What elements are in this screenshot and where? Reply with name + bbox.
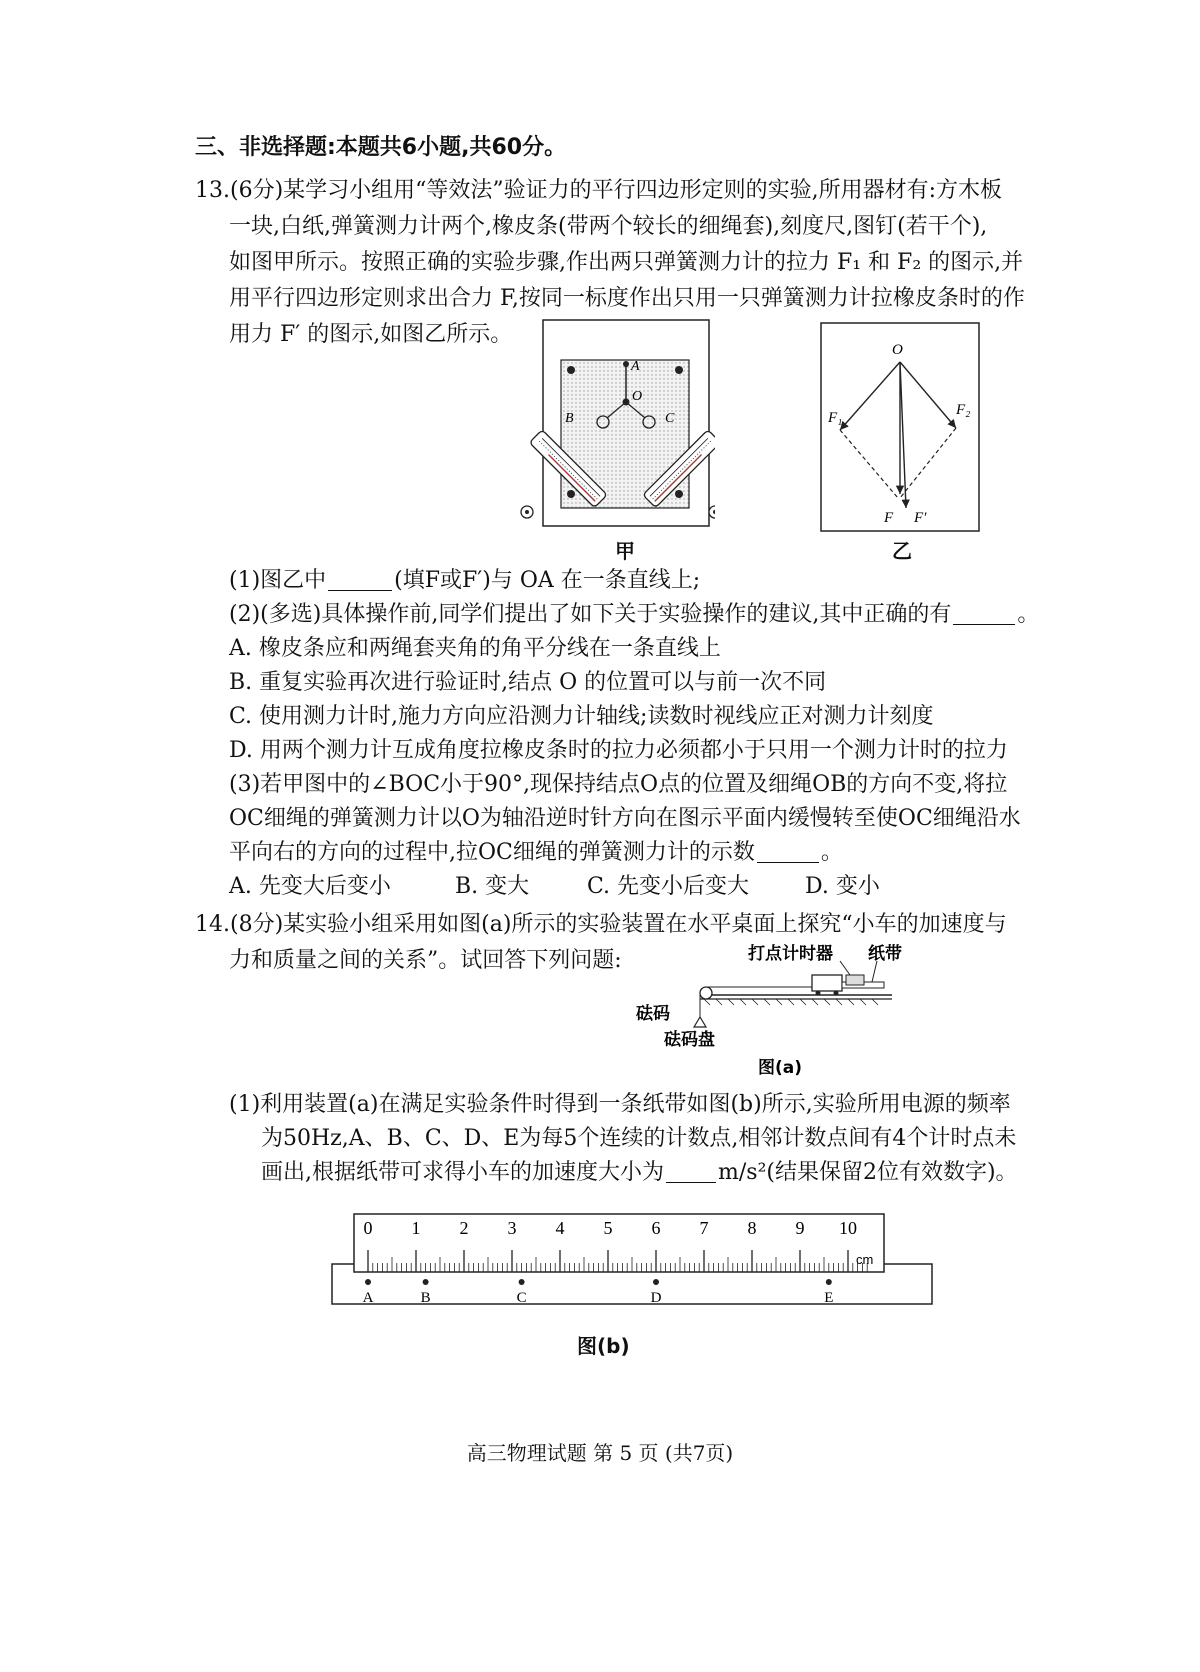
q13-part1-post: (填F或F′)与 OA 在一条直线上;: [394, 568, 701, 593]
q13-part1-pre: (1)图乙中: [229, 568, 327, 593]
ruler-number: 9: [795, 1218, 805, 1238]
q13-part3-line-2: OC细绳的弹簧测力计以O为轴沿逆时针方向在图示平面内缓慢转至使OC细绳沿水: [229, 806, 1021, 831]
q13-line-1: 13.(6分)某学习小组用“等效法”验证力的平行四边形定则的实验,所用器材有:方木板: [195, 178, 1003, 203]
tape-point-label: C: [516, 1290, 527, 1306]
tape-point: [365, 1279, 371, 1285]
tape-point-label: D: [650, 1290, 662, 1306]
label-O: O: [632, 389, 643, 404]
tape-point-label: E: [824, 1290, 834, 1306]
ruler-number: 0: [363, 1218, 373, 1238]
q13-option-a: A. 橡皮条应和两绳套夹角的角平分线在一条直线上: [229, 636, 721, 661]
q14-part1-pre: 画出,根据纸带可求得小车的加速度大小为: [261, 1160, 664, 1185]
ruler-number: 4: [555, 1218, 565, 1238]
q13-line-3: 如图甲所示。按照正确的实验步骤,作出两只弹簧测力计的拉力 F₁ 和 F₂ 的图示,并: [229, 250, 1024, 275]
q14-line-2: 力和质量之间的关系”。试回答下列问题:: [229, 948, 622, 973]
figure-jia: [515, 318, 715, 528]
tape-point: [653, 1279, 659, 1285]
ruler-number: 7: [699, 1218, 709, 1238]
q13-part3-line-1: (3)若甲图中的∠BOC小于90°,现保持结点O点的位置及细绳OB的方向不变,将拉: [229, 772, 1008, 797]
q13-line-5: 用力 F′ 的图示,如图乙所示。: [229, 322, 513, 347]
section-heading: 三、非选择题:本题共6小题,共60分。: [195, 135, 567, 160]
q13-part3-line-3: [229, 838, 843, 868]
ruler-number: 6: [651, 1218, 661, 1238]
q14-part1-line-1: (1)利用装置(a)在满足实验条件时得到一条纸带如图(b)所示,实验所用电源的频率: [229, 1092, 1011, 1117]
ruler-number: 1: [411, 1218, 421, 1238]
q14-line-1: 14.(8分)某实验小组采用如图(a)所示的实验装置在水平桌面上探究“小车的加速度与: [195, 912, 1007, 937]
pulley-icon: [700, 987, 712, 999]
label-weight: 砝码: [636, 1004, 670, 1024]
answer-blank[interactable]: [666, 1160, 716, 1183]
answer-blank[interactable]: [328, 568, 392, 591]
timer-icon: [846, 975, 864, 985]
label-tape: 纸带: [868, 944, 902, 964]
cart-icon: [812, 975, 842, 991]
label-F1: F₁: [828, 410, 843, 426]
q14-part1-line-2: 为50Hz,A、B、C、D、E为每5个连续的计数点,相邻计数点间有4个计时点未: [261, 1126, 1017, 1151]
ruler-unit: cm: [856, 1252, 874, 1267]
caption-jia: 甲: [615, 539, 635, 563]
answer-blank[interactable]: [953, 602, 1015, 625]
caption-yi: 乙: [892, 539, 912, 563]
label-C: C: [665, 411, 675, 426]
label-F2: F₂: [956, 402, 971, 418]
page-footer: 高三物理试题 第 5 页 (共7页): [466, 1441, 734, 1465]
pin-icon: [675, 490, 683, 498]
q13-option-b: B. 重复实验再次进行验证时,结点 O 的位置可以与前一次不同: [229, 670, 827, 695]
pin-icon: [567, 366, 575, 374]
figure-b: [330, 1210, 940, 1310]
q13-line-2: 一块,白纸,弹簧测力计两个,橡皮条(带两个较长的细绳套),刻度尺,图钉(若干个),: [229, 214, 988, 239]
q14-part1-post: m/s²(结果保留2位有效数字)。: [718, 1160, 1018, 1185]
q13-option-c: C. 使用测力计时,施力方向应沿测力计轴线;读数时视线应正对测力计刻度: [229, 704, 934, 729]
q13-part2: [229, 600, 1039, 630]
q13-line-4: 用平行四边形定则求出合力 F,按同一标度作出只用一只弹簧测力计拉橡皮条时的作: [229, 286, 1025, 311]
q14-part1-line-3: [261, 1158, 1018, 1188]
figure-a: [632, 935, 917, 1080]
q13-part3-option-c: C. 先变小后变大: [587, 874, 750, 899]
ruler-number: 3: [507, 1218, 517, 1238]
label-F: F: [884, 510, 894, 526]
q13-part3-option-b: B. 变大: [455, 874, 530, 899]
weight-pan-icon: [694, 1017, 706, 1027]
q13-part3-pre: 平向右的方向的过程中,拉OC细绳的弹簧测力计的示数: [229, 840, 755, 865]
label-O: O: [892, 342, 903, 358]
q13-part3-post: 。: [820, 840, 843, 865]
label-F-prime: F′: [914, 510, 927, 526]
label-pan: 砝码盘: [664, 1030, 715, 1050]
label-B: B: [565, 411, 574, 426]
q13-part3-option-d: D. 变小: [805, 874, 880, 899]
tape-point-label: A: [362, 1290, 374, 1306]
label-A: A: [631, 359, 640, 374]
figure-yi: [820, 322, 980, 532]
q13-part1: [229, 566, 700, 596]
pin-icon: [567, 490, 575, 498]
q13-part2-pre: (2)(多选)具体操作前,同学们提出了如下关于实验操作的建议,其中正确的有: [229, 602, 952, 627]
tape-point: [826, 1279, 832, 1285]
tape-point: [519, 1279, 525, 1285]
ruler-number: 2: [459, 1218, 469, 1238]
label-timer: 打点计时器: [748, 944, 833, 964]
caption-b: 图(b): [577, 1334, 630, 1358]
q13-part3-option-a: A. 先变大后变小: [229, 874, 391, 899]
pin-icon: [675, 366, 683, 374]
q13-part2-post: 。: [1017, 602, 1040, 627]
ruler-number: 5: [603, 1218, 613, 1238]
tape-point: [423, 1279, 429, 1285]
q13-option-d: D. 用两个测力计互成角度拉橡皮条时的拉力必须都小于只用一个测力计时的拉力: [229, 738, 1008, 763]
answer-blank[interactable]: [757, 840, 819, 863]
ruler-number: 10: [839, 1218, 857, 1238]
caption-a: 图(a): [758, 1058, 803, 1078]
tape-point-label: B: [420, 1290, 431, 1306]
ruler-number: 8: [747, 1218, 757, 1238]
